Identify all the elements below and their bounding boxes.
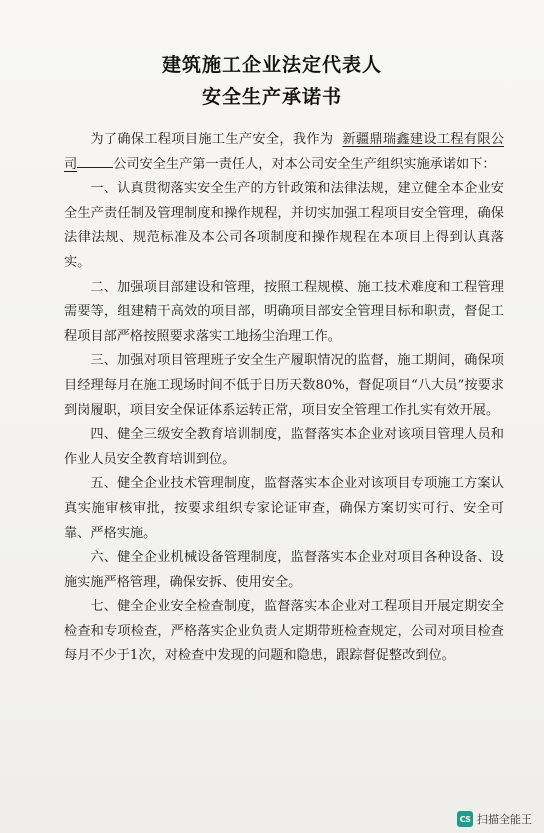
document-title-line1: 建筑施工企业法定代表人 [161, 54, 382, 76]
intro-text-b: 公司安全生产第一责任人，对本公司安全生产组织实施承诺如下： [113, 156, 496, 172]
commitment-item-4: 四、健全三级安全教育培训制度，监督落实本企业对该项目管理人员和作业人员安全教育培训到位。 [64, 427, 504, 467]
commitment-item-6: 六、健全企业机械设备管理制度，监督落实本企业对项目各种设备、设施实施严格管理，确保安拆、使用安全。 [64, 550, 504, 590]
underline-blank [77, 153, 113, 168]
commitment-item-7: 七、健全企业安全检查制度，监督落实本企业对工程项目开展定期安全检查和专项检查，严格落实企业负责人定期带班检查规定，公司对项目检查每月不少于1次，对检查中发现的问题和隐患，跟踪督促整改到位。 [64, 599, 504, 664]
company-name: 新疆鼎瑞鑫建设工程有限公司 [64, 132, 505, 172]
commitment-item-5: 五、健全企业技术管理制度，监督落实本企业对该项目专项施工方案认真实施审核审批，按要求组织专家论证审查，确保方案切实可行、安全可靠、严格实施。 [64, 476, 504, 541]
scanner-watermark [457, 811, 532, 827]
commitment-item-3: 三、加强对项目管理班子安全生产履职情况的监督，施工期间，确保项目经理每月在施工现场时间不低于日历天数80%，督促项目“八大员”按要求到岗履职，项目安全保证体系运转正常，项目安全管理工作扎实有效开展。 [64, 353, 504, 418]
commitment-item-1: 一、认真贯彻落实安全生产的方针政策和法律法规，建立健全本企业安全生产责任制及管理制度和操作规程，并切实加强工程项目安全管理，确保法律法规、规范标准及本公司各项制度和操作规程在本项目上得到认真落实。 [64, 181, 504, 270]
camscanner-logo-icon: CS [457, 811, 473, 827]
intro-text-a: 为了确保工程项目施工生产安全，我作为 [90, 132, 334, 147]
commitment-item-2: 二、加强项目部建设和管理，按照工程规模、施工技术难度和工程管理需要等，组建精干高效的项目部，明确项目部安全管理目标和职责，督促工程项目部严格按照要求落实工地扬尘治理工作。 [64, 279, 504, 344]
intro-paragraph [64, 128, 504, 177]
watermark-label: 扫描全能王 [477, 813, 532, 826]
document-title-line2: 安全生产承诺书 [201, 86, 342, 108]
document-body [64, 128, 504, 669]
